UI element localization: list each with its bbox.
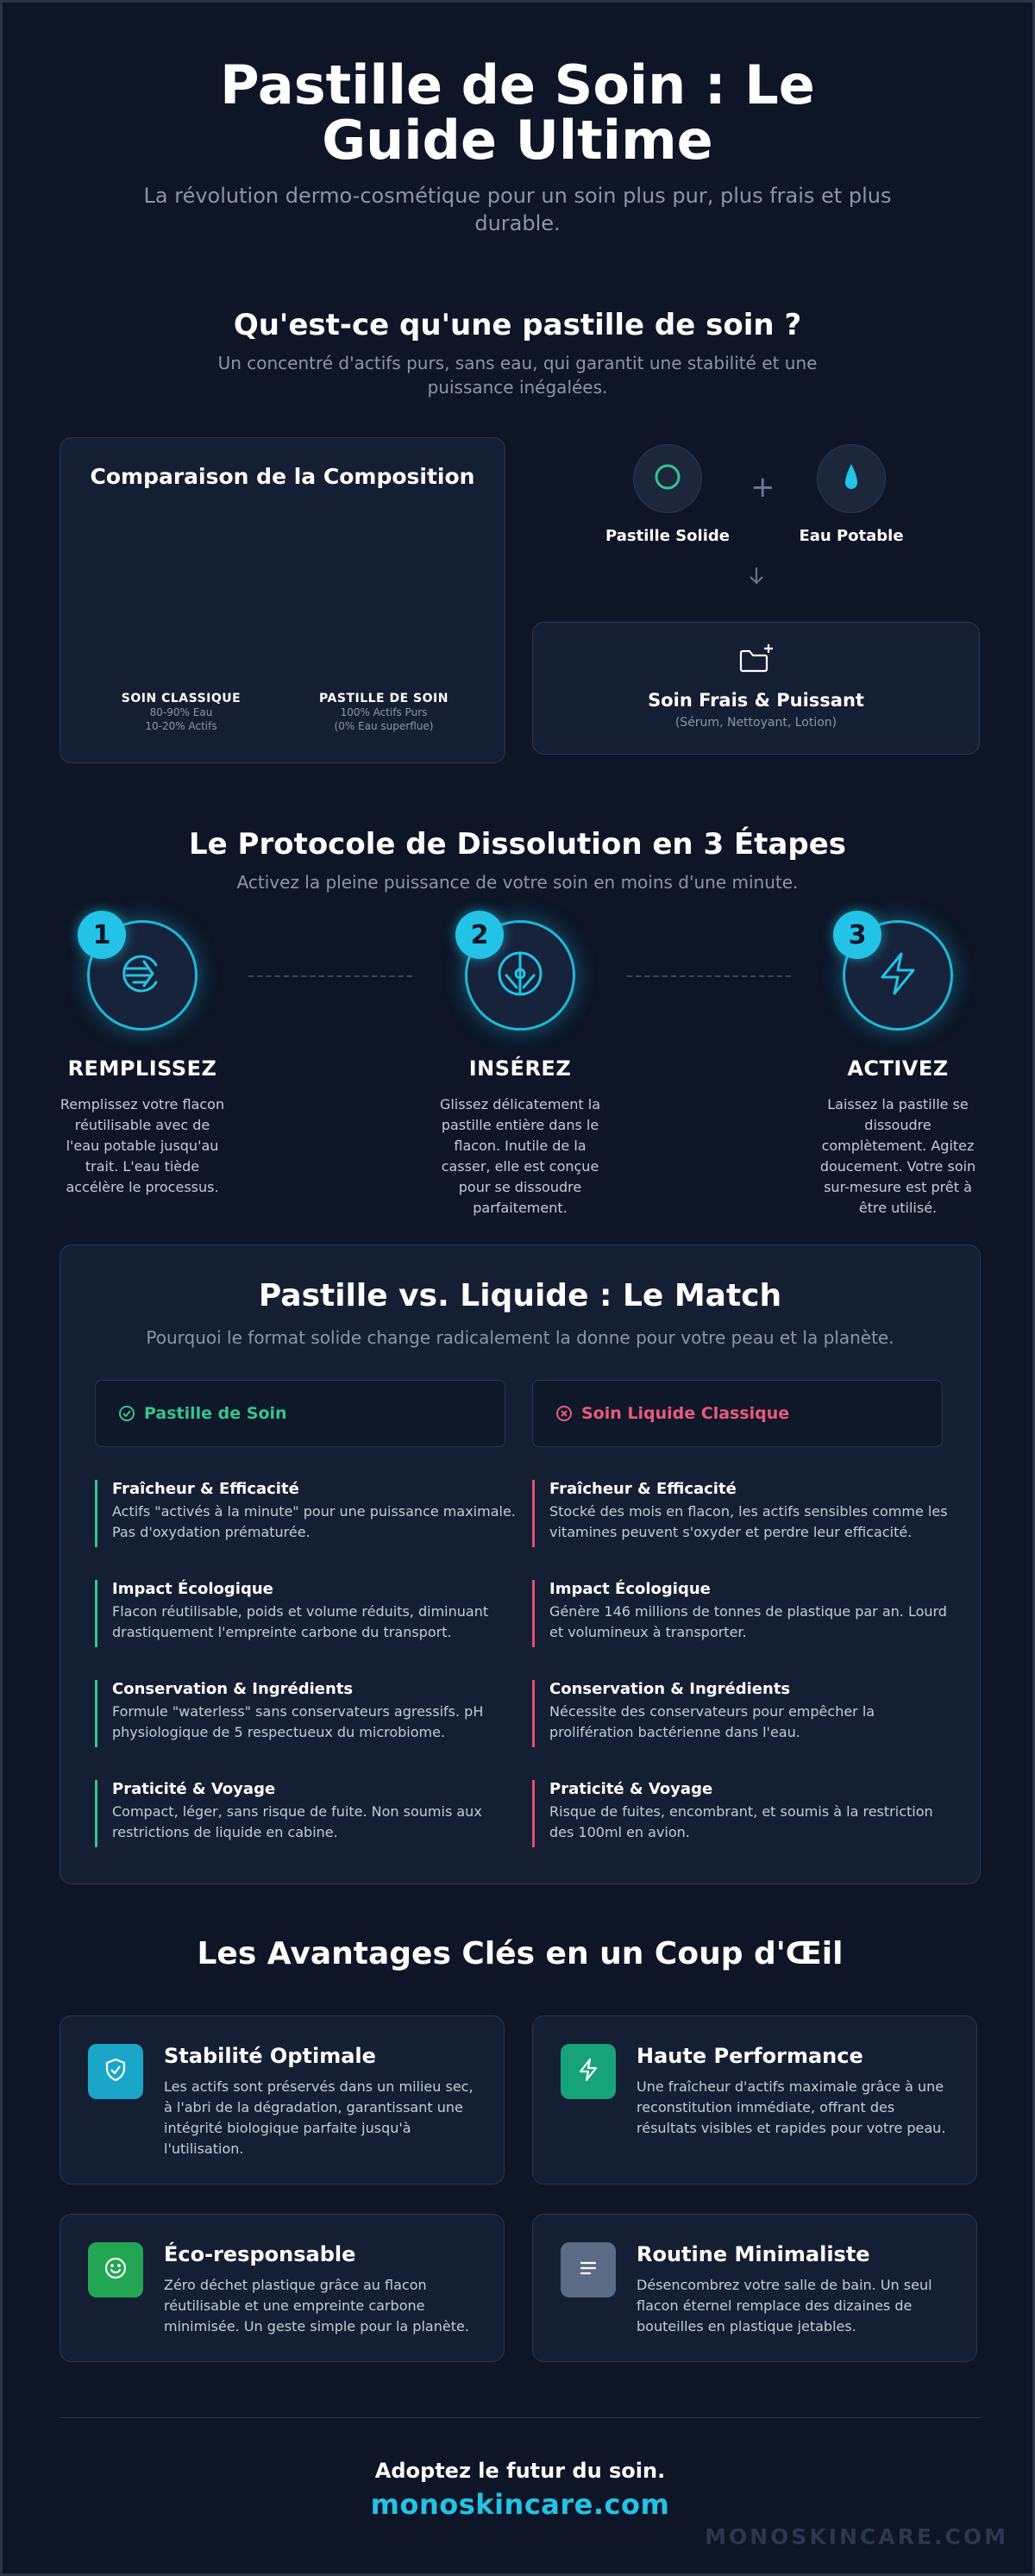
composition-name: SOIN CLASSIQUE	[121, 692, 242, 705]
match-card	[60, 1244, 981, 1884]
match-head-pastille	[95, 1380, 505, 1447]
check-circle-icon	[118, 1405, 135, 1422]
plus-icon: +	[750, 470, 775, 505]
match-item-title: Praticité & Voyage	[112, 1780, 276, 1798]
match-item-title: Impact Écologique	[112, 1580, 273, 1598]
page-subtitle: La révolution dermo-cosmétique pour un soin plus pur, plus frais et plus durable.	[143, 184, 892, 235]
composition-line: 10-20% Actifs	[145, 720, 217, 732]
list-icon	[575, 2255, 601, 2285]
advantage-icon-box	[561, 2044, 616, 2099]
advantage-title: Stabilité Optimale	[164, 2044, 376, 2068]
page-title: Pastille de Soin : Le Guide Ultime	[220, 53, 815, 172]
match-column-liquide	[532, 1480, 955, 1880]
watermark: MONOSKINCARE.COM	[705, 2524, 1008, 2549]
match-item	[532, 1480, 955, 1547]
result-title: Soin Frais & Puissant	[648, 690, 864, 711]
composition-name: PASTILLE DE SOIN	[319, 692, 448, 705]
footer-divider	[60, 2417, 981, 2418]
match-item-text: Flacon réutilisable, poids et volume réduits, diminuant drastiquement l'empreinte carbone du transport.	[112, 1603, 489, 1640]
lightning-icon	[575, 2057, 601, 2086]
composition-row	[3, 437, 1032, 765]
match-head-label: Pastille de Soin	[144, 1404, 287, 1423]
advantage-card	[532, 2214, 977, 2362]
step-number-badge: 1	[78, 911, 126, 959]
advantage-card	[60, 2015, 505, 2184]
step-number-badge: 3	[833, 911, 881, 959]
match-item-text: Risque de fuites, encombrant, et soumis à la restriction des 100ml en avion.	[549, 1803, 933, 1840]
advantage-text: Une fraîcheur d'actifs maximale grâce à une reconstitution immédiate, offrant des résultats visibles et rapides pour votre peau.	[637, 2078, 946, 2136]
match-column-pastille	[95, 1480, 518, 1880]
smile-icon	[103, 2255, 129, 2285]
folder-plus-icon	[533, 643, 979, 678]
advantage-title: Haute Performance	[637, 2044, 863, 2068]
match-item	[95, 1680, 518, 1747]
match-item-title: Fraîcheur & Efficacité	[112, 1480, 299, 1498]
match-item-text: Formule "waterless" sans conservateurs agressifs. pH physiologique de 5 respectueux du microbiome.	[112, 1703, 484, 1740]
match-item-title: Conservation & Ingrédients	[549, 1680, 791, 1698]
match-item-text: Nécessite des conservateurs pour empêcher la prolifération bactérienne dans l'eau.	[549, 1703, 875, 1740]
formula-diagram	[532, 437, 980, 765]
step-connector	[627, 975, 791, 977]
step-3	[813, 920, 982, 1219]
advantage-card	[60, 2214, 505, 2362]
match-item	[95, 1780, 518, 1847]
step-circle	[87, 920, 198, 1031]
arrow-down-icon	[747, 565, 766, 591]
step-1	[58, 920, 227, 1198]
match-item-title: Fraîcheur & Efficacité	[549, 1480, 737, 1498]
composition-line: 100% Actifs Purs	[340, 706, 428, 718]
composition-column-pastille	[289, 692, 479, 733]
step-title: ACTIVEZ	[847, 1056, 949, 1081]
advantage-text: Les actifs sont préservés dans un milieu sec, à l'abri de la dégradation, garantissant une intégrité biologique parfaite jusqu'à l'utilisation.	[164, 2078, 474, 2157]
protocol-steps	[3, 920, 1032, 1222]
footer-link[interactable]: monoskincare.com	[370, 2488, 670, 2521]
step-title: REMPLISSEZ	[67, 1056, 217, 1081]
composition-card	[60, 437, 505, 763]
advantage-text: Zéro déchet plastique grâce au flacon réutilisable et une empreinte carbone minimisée. Un geste simple pour la planète.	[164, 2277, 469, 2335]
step-number-badge: 2	[455, 911, 504, 959]
match-item-text: Actifs "activés à la minute" pour une puissance maximale. Pas d'oxydation prématurée.	[112, 1503, 516, 1540]
advantage-icon-box	[561, 2242, 616, 2297]
advantage-title: Routine Minimaliste	[637, 2242, 870, 2266]
droplet-icon	[843, 462, 860, 495]
advantage-card	[532, 2015, 977, 2184]
match-item	[95, 1580, 518, 1647]
step-text: Laissez la pastille se dissoudre complètement. Agitez doucement. Votre soin sur-mesure est prêt à être utilisé.	[819, 1096, 976, 1216]
match-item-title: Conservation & Ingrédients	[112, 1680, 354, 1698]
match-head-liquide	[532, 1380, 943, 1447]
advantages-title: Les Avantages Clés en un Coup d'Œil	[197, 1936, 844, 1971]
result-subtitle: (Sérum, Nettoyant, Lotion)	[674, 716, 837, 730]
match-item-text: Stocké des mois en flacon, les actifs sensibles comme les vitamines peuvent s'oxyder et perdre leur efficacité.	[549, 1503, 948, 1540]
match-item-text: Génère 146 millions de tonnes de plastique par an. Lourd et volumineux à transporter.	[549, 1603, 947, 1640]
step-circle	[465, 920, 575, 1031]
formula-label: Pastille Solide	[605, 527, 730, 545]
tablet-icon	[494, 948, 546, 1003]
formula-item-water	[782, 444, 920, 545]
fill-icon	[118, 950, 166, 1001]
protocol-subtitle: Activez la pleine puissance de votre soin en moins d'une minute.	[236, 872, 799, 893]
match-item-title: Impact Écologique	[549, 1580, 711, 1598]
step-circle	[843, 920, 953, 1031]
match-item-title: Praticité & Voyage	[549, 1780, 713, 1798]
x-circle-icon	[555, 1405, 573, 1422]
match-item	[532, 1680, 955, 1747]
step-text: Glissez délicatement la pastille entière dans le flacon. Inutile de la casser, elle est conçue pour se dissoudre parfaitement.	[439, 1096, 601, 1216]
circle-icon	[653, 462, 682, 495]
match-item	[95, 1480, 518, 1547]
hero	[3, 3, 1032, 237]
what-subtitle: Un concentré d'actifs purs, sans eau, qui garantit une stabilité et une puissance inégalées.	[217, 353, 818, 398]
match-item	[532, 1580, 955, 1647]
match-item-text: Compact, léger, sans risque de fuite. Non soumis aux restrictions de liquide en cabine.	[112, 1803, 482, 1840]
footer-tagline: Adoptez le futur du soin.	[374, 2459, 666, 2483]
protocol-title: Le Protocole de Dissolution en 3 Étapes	[188, 827, 847, 862]
step-2	[436, 920, 605, 1219]
protocol-section	[3, 827, 1032, 894]
water-circle	[817, 444, 886, 513]
match-subtitle: Pourquoi le format solide change radicalement la donne pour votre peau et la planète.	[146, 1327, 894, 1348]
composition-line: 80-90% Eau	[149, 706, 213, 718]
composition-column-classic	[86, 692, 276, 733]
lightning-icon	[874, 950, 922, 1001]
match-head-label: Soin Liquide Classique	[581, 1404, 790, 1423]
formula-label: Eau Potable	[799, 527, 904, 545]
match-item	[532, 1780, 955, 1847]
advantage-icon-box	[88, 2044, 143, 2099]
step-text: Remplissez votre flacon réutilisable avec de l'eau potable jusqu'au trait. L'eau tiède accélère le processus.	[60, 1096, 225, 1195]
what-title: Qu'est-ce qu'une pastille de soin ?	[233, 308, 802, 342]
advantage-icon-box	[88, 2242, 143, 2297]
pastille-circle	[633, 444, 702, 513]
composition-title: Comparaison de la Composition	[90, 464, 475, 489]
match-title: Pastille vs. Liquide : Le Match	[258, 1278, 782, 1313]
what-section	[3, 308, 1032, 399]
composition-line: (0% Eau superflue)	[334, 720, 434, 732]
advantage-text: Désencombrez votre salle de bain. Un seul flacon éternel remplace des dizaines de bouteilles en plastique jetables.	[637, 2277, 932, 2335]
step-title: INSÉREZ	[468, 1056, 572, 1081]
advantage-title: Éco-responsable	[164, 2242, 356, 2266]
step-connector	[248, 975, 412, 977]
formula-result-card	[532, 622, 980, 755]
shield-check-icon	[103, 2057, 129, 2086]
formula-item-pastille	[599, 444, 737, 545]
